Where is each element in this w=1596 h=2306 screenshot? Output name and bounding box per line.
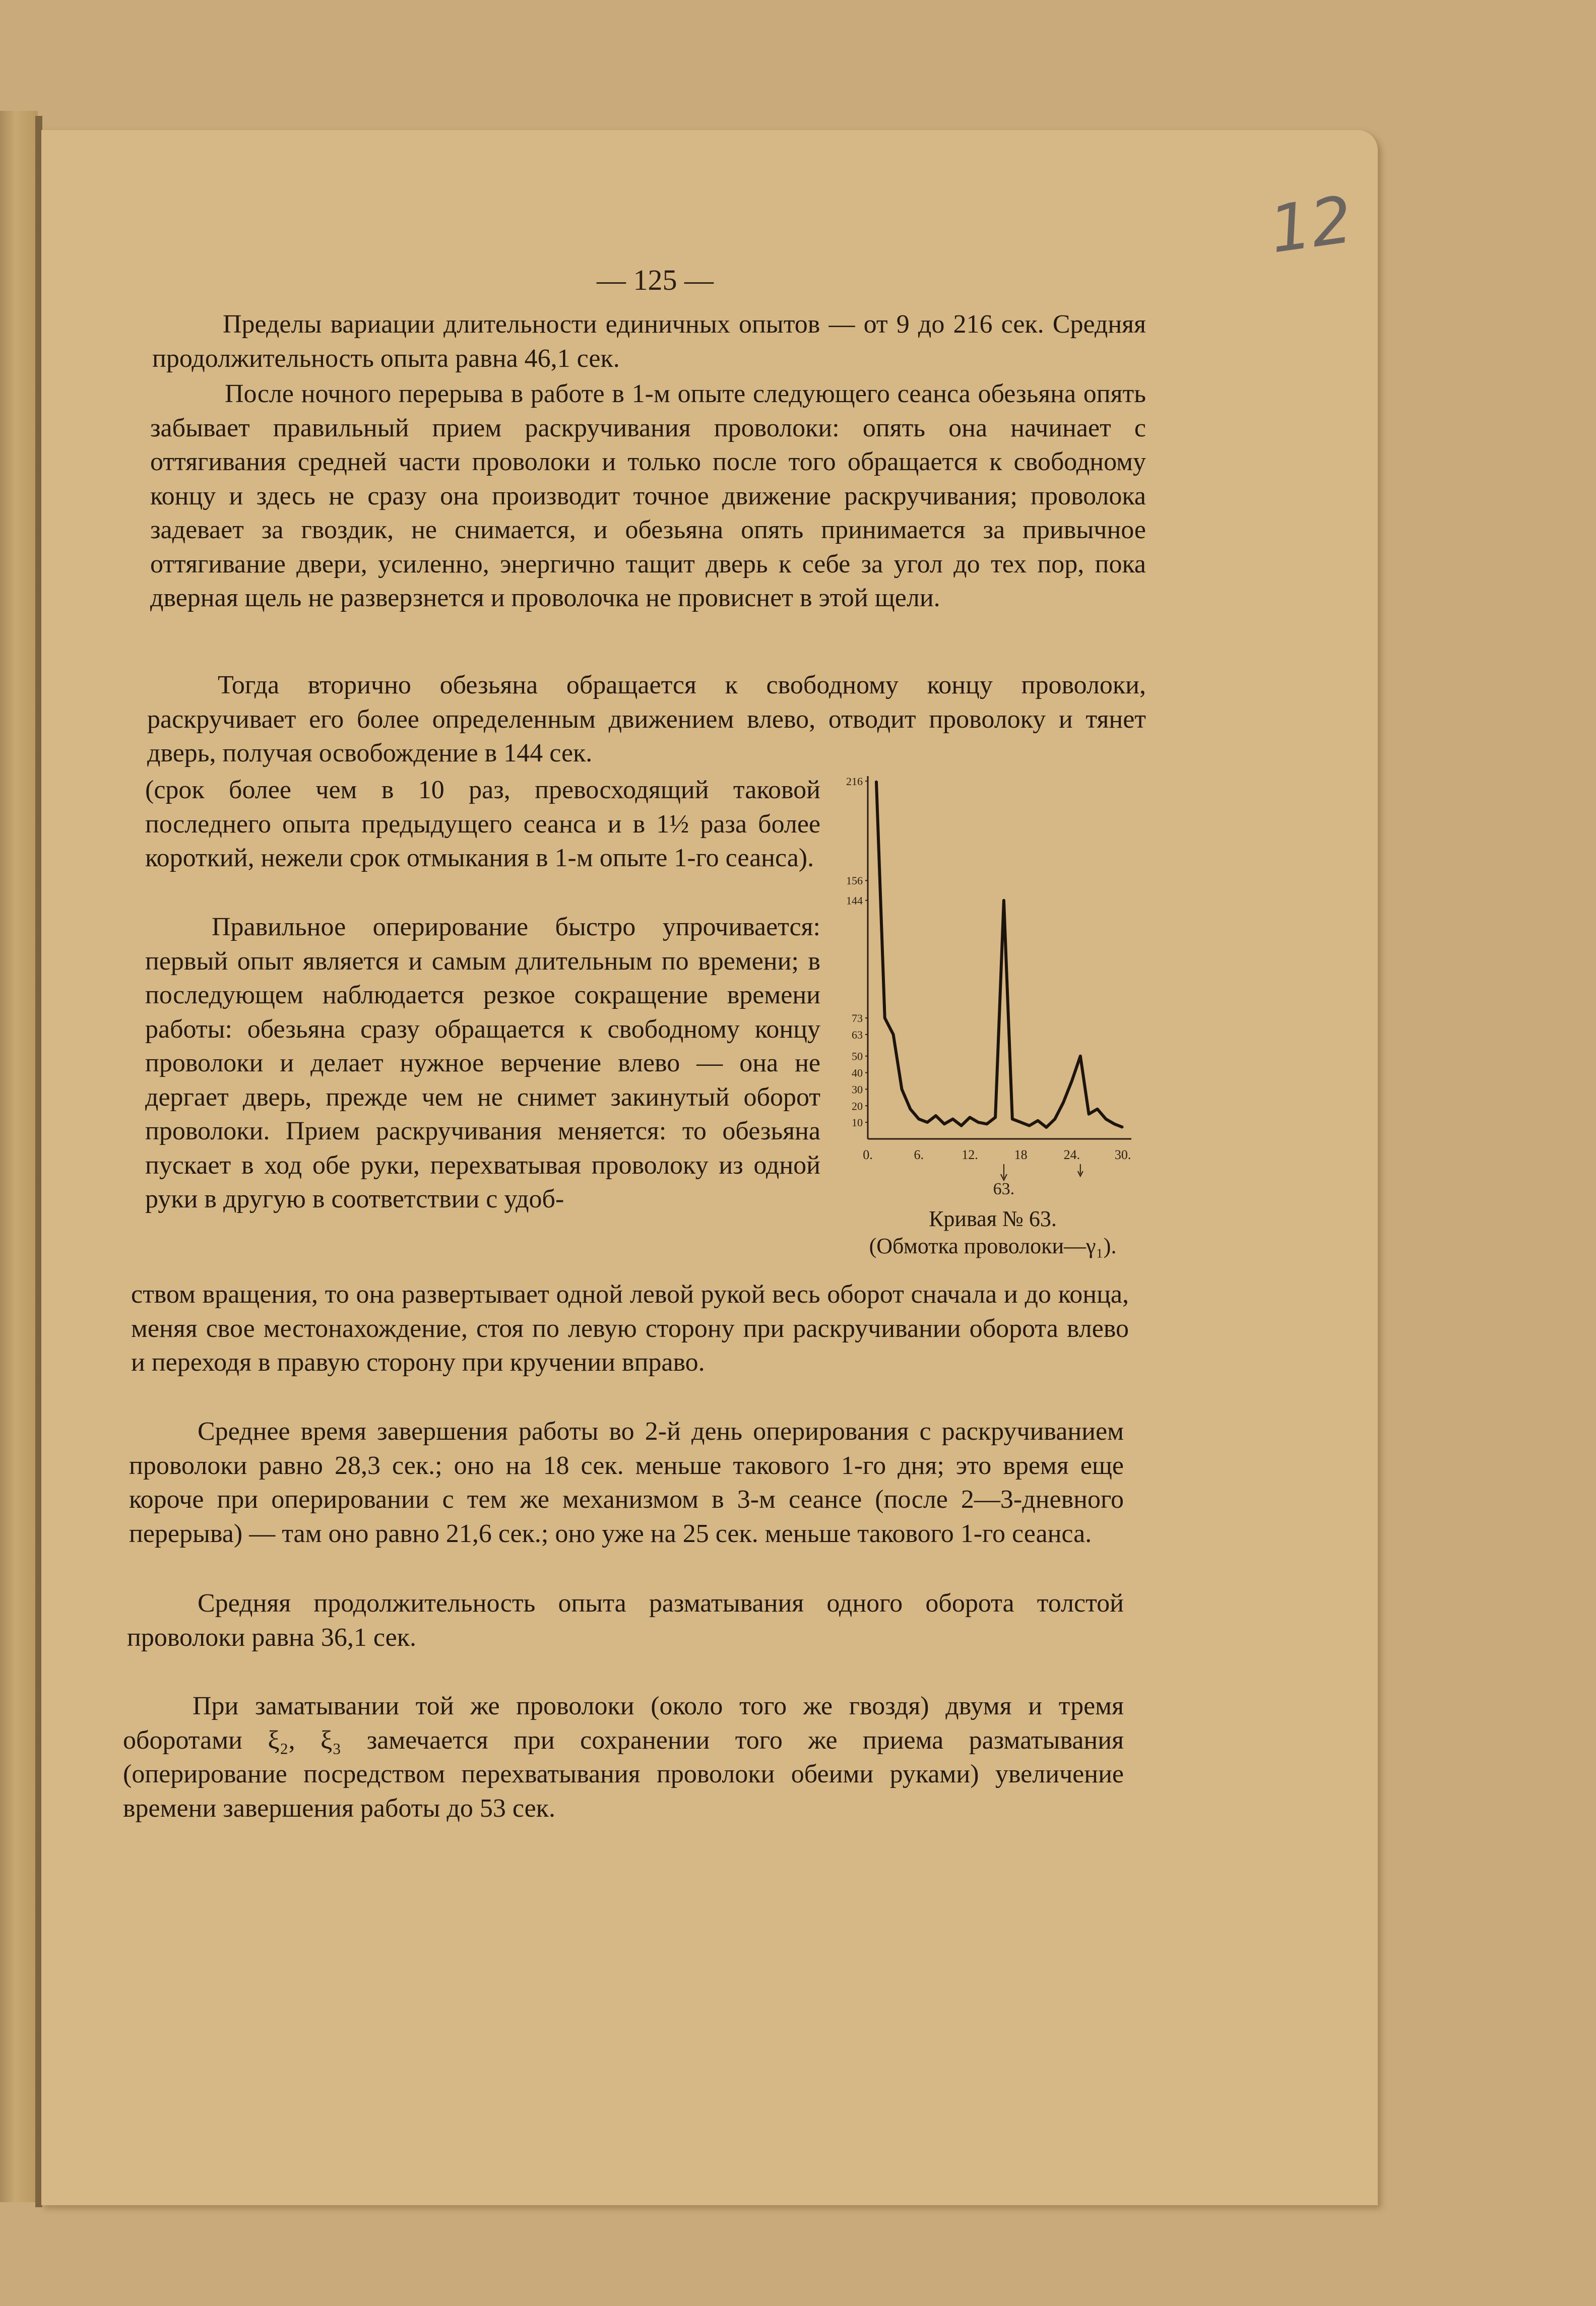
data-point-7 [927,1122,928,1123]
data-point-5 [910,1108,911,1110]
data-point-22 [1054,1118,1056,1120]
chart-line-series [875,781,1123,1128]
x-tick-label-0: 0. [863,1147,873,1162]
x-tick-label-4: 24. [1063,1147,1080,1162]
data-point-18 [1020,1122,1022,1123]
data-point-17 [1011,1118,1013,1120]
data-point-13 [978,1122,979,1123]
data-point-26 [1088,1113,1090,1115]
paragraph-3: Тогда вторично обезьяна обращается к свободному концу проволоки, раскручивает его более определенным движением влево, отводит проволоку и тянет дверь, получая освобождение в 144 сек. [147,671,1146,767]
paragraph-2: После ночного перерыва в работе в 1-м опыте следующего сеанса обезьяна опять забывает правильный прием раскручивания проволоки: опять она начинает с оттягивания средней части проволоки и только после того обращается к свободному концу и здесь не сразу она производит точное движение раскручивания; проволока задевает за гвоздик, не снимается, и обезьяна опять принимается за привычное оттягивание двери, усиленно, энергично тащит дверь к себе за угол до тех пор, пока дверная щель не разверзнется и проволочка не провиснет в этой щели. [150,379,1146,612]
y-tick-label-9: 10 [852,1116,863,1129]
y-tick-label-5: 50 [852,1050,863,1063]
y-tick-label-0: 216 [846,775,863,788]
data-point-16 [1003,900,1004,901]
left-page-edge [0,111,38,2202]
y-tick-label-2: 144 [846,894,863,907]
curve-line [876,781,1123,1127]
y-tick-label-8: 20 [852,1100,863,1113]
data-point-6 [918,1118,920,1120]
data-point-11 [961,1125,962,1126]
data-point-19 [1029,1125,1030,1126]
caption-title: Кривая № 63. [929,1206,1057,1231]
data-point-28 [1105,1118,1107,1120]
y-tick-label-4: 63 [852,1028,863,1041]
data-point-25 [1079,1055,1081,1057]
data-point-4 [901,1088,903,1090]
curve-63-chart [832,766,1144,1194]
page-number: — 125 — [597,264,714,296]
data-point-23 [1063,1102,1064,1103]
data-point-12 [969,1117,971,1118]
data-point-3 [892,1034,894,1035]
chart-annotations [993,1164,1083,1194]
y-tick-label-6: 40 [852,1066,863,1079]
paragraph-3-continued: (срок более чем в 10 раз, превосходящий таковой последнего опыта предыдущего сеанса и в 1½ раза более короткий, нежели срок отмыкания в 1-м опыте 1-го сеанса). [145,776,820,872]
x-tick-label-1: 6. [914,1147,924,1162]
data-point-8 [935,1115,936,1116]
x-tick-label-3: 18 [1014,1147,1028,1162]
paragraph-6: Среднее время завершения работы во 2-й день оперирования с раскручиванием проволоки равно 28,3 сек.; оно на 18 сек. меньше такового 1-го дня; это время еще короче при оперировании с тем же механизмом в 3-м сеансе (после 2—3-дневного перерыва) — там оно равно 21,6 сек.; оно уже на 25 сек. меньше такового 1-го сеанса. [129,1417,1124,1548]
x-tick-label-5: 30. [1114,1147,1131,1162]
paragraph-5: ством вращения, то она развертывает одной левой рукой весь оборот сначала и до конца, меняя свое местонахождение, стоя по левую сторону при раскручивании оборота влево и переходя в правую сторону при кручении вправо. [131,1280,1129,1377]
figure-caption [832,1205,1154,1260]
archive-number: 12 [1265,182,1357,268]
chart-axes [868,776,1131,1139]
data-point-9 [943,1123,945,1125]
data-point-20 [1037,1120,1039,1121]
y-tick-label-1: 156 [846,874,863,887]
y-tick-label-3: 73 [852,1012,863,1025]
data-point-27 [1097,1108,1098,1110]
data-point-1 [875,781,877,782]
data-point-10 [952,1118,953,1120]
paragraph-4: Правильное оперирование быстро упрочивается: первый опыт является и самым длительным по времени; в последующем наблюдается резкое сокращение времени работы: обезьяна сразу обращается к свободному концу проволоки и делает нужное верчение влево — она не дергает дверь, прежде чем не снимет закинутый оборот проволоки. Прием раскручивания меняется: то обезьяна пускает в ход обе руки, перехватывая проволоку из одной руки в другую в соответствии с удоб- [145,913,820,1213]
paragraph-7: Средняя продолжительность опыта разматывания одного оборота толстой проволоки равна 36,1 сек. [127,1589,1124,1652]
annotation-63: 63. [993,1180,1015,1194]
data-point-2 [884,1017,885,1019]
y-tick-label-7: 30 [852,1083,863,1096]
data-point-24 [1071,1080,1072,1081]
data-point-29 [1114,1123,1115,1125]
data-point-30 [1122,1126,1124,1128]
data-point-21 [1046,1126,1047,1128]
paragraph-8: При заматывании той же проволоки (около того же гвоздя) двумя и тремя оборотами ξ₂, ξ₃ замечается при сохранении того же приема разматывания (оперирование посредством перехватывания проволоки обеими руками) увеличение времени завершения работы до 53 сек. [123,1692,1124,1823]
chart-x-ticks [863,1147,1131,1162]
chart-y-ticks [846,775,868,1129]
data-point-14 [986,1123,988,1125]
x-tick-label-2: 12. [962,1147,978,1162]
paragraph-1: Пределы вариации длительности единичных опытов — от 9 до 216 сек. Средняя продолжительность опыта равна 46,1 сек. [152,310,1146,373]
caption-subtitle: (Обмотка проволоки—γ₁). [869,1234,1117,1258]
data-point-15 [995,1117,996,1118]
